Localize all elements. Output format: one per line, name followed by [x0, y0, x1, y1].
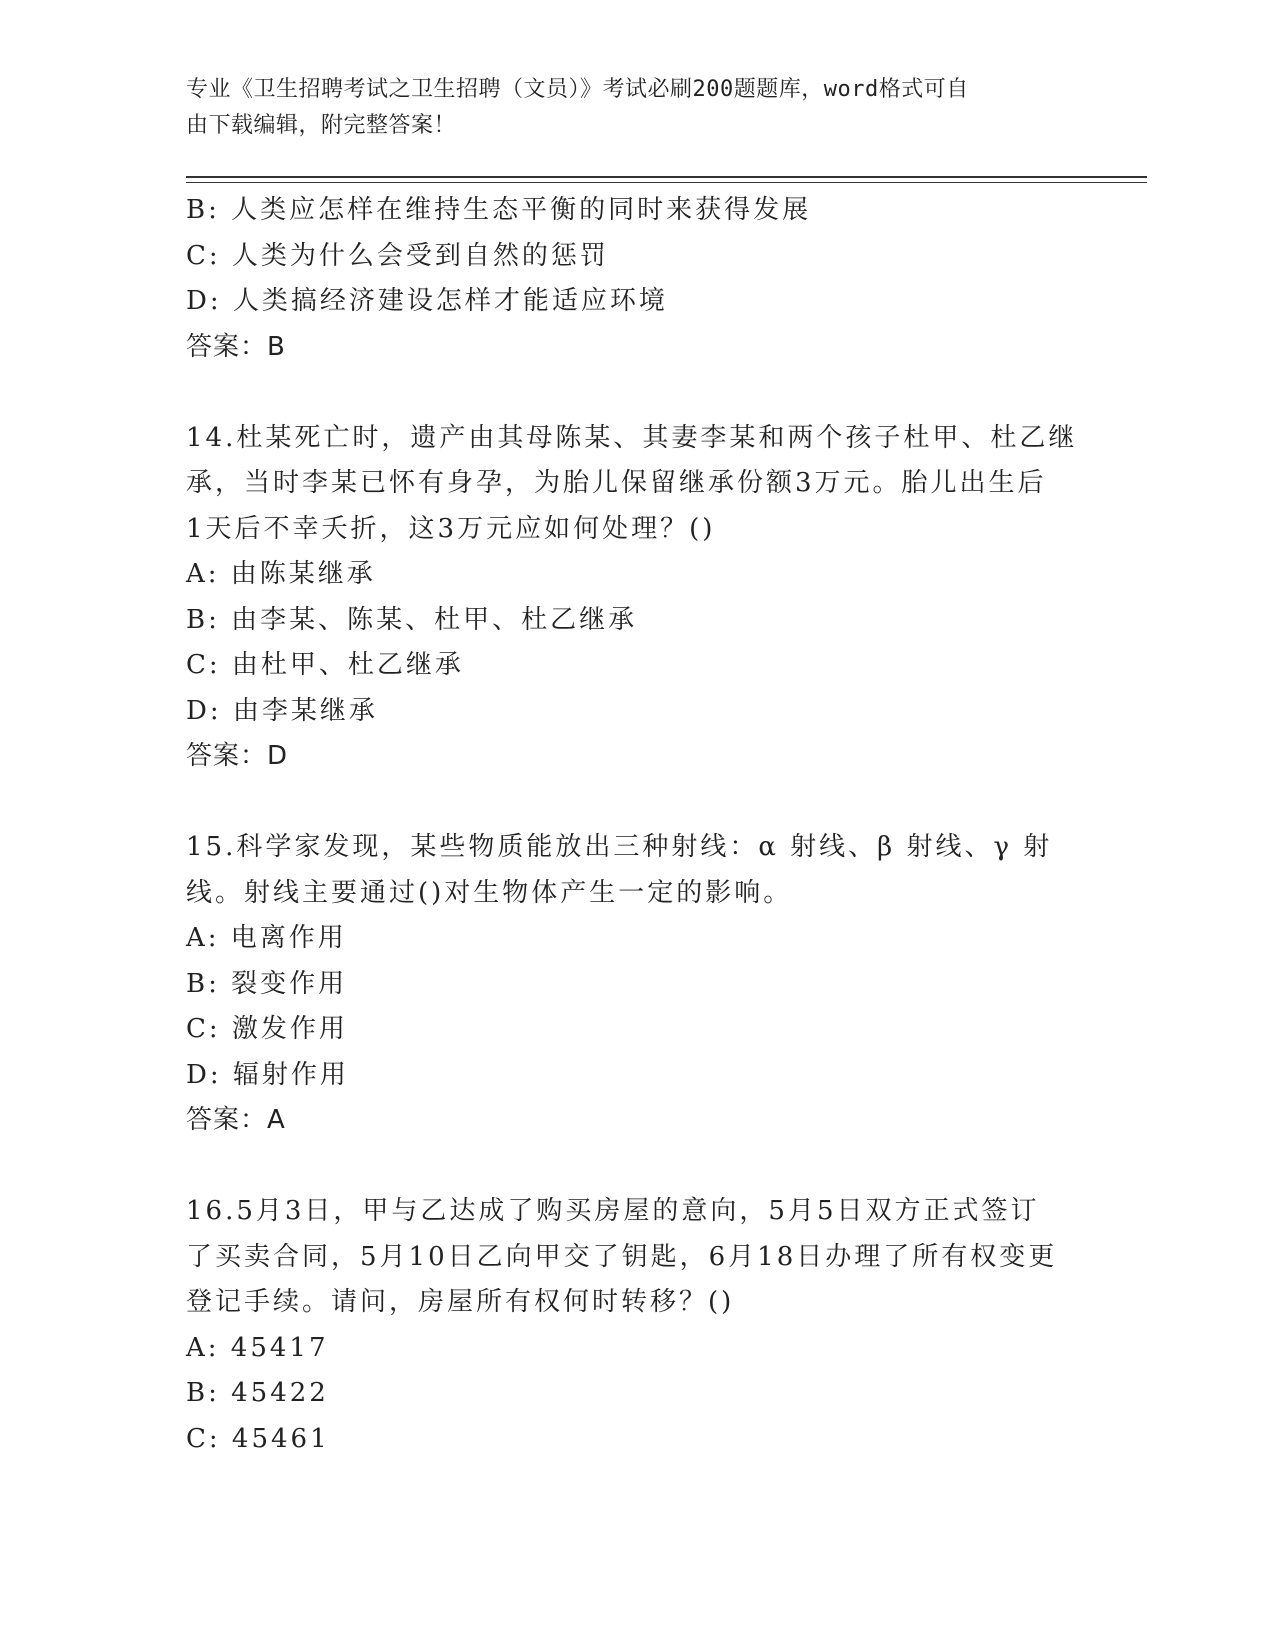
spacer	[186, 1144, 1086, 1190]
question-stem-line: 了买卖合同，5月10日乙向甲交了钥匙，6月18日办理了所有权变更	[186, 1241, 1058, 1272]
option-a: A: 由陈某继承	[186, 559, 376, 589]
spacer	[186, 370, 1086, 416]
answer: 答案：D	[186, 741, 289, 771]
question-16	[186, 1189, 1086, 1462]
option-a: A: 45417	[186, 1332, 329, 1363]
option-c: C: 由杜甲、杜乙继承	[186, 650, 464, 680]
spacer	[186, 780, 1086, 826]
option-d: D: 由李某继承	[186, 695, 378, 726]
question-stem-line: 1天后不幸夭折，这3万元应如何处理？()	[186, 513, 716, 544]
option-d: D: 人类搞经济建设怎样才能适应环境	[186, 286, 668, 316]
option-d: D: 辐射作用	[186, 1059, 349, 1090]
document-body	[186, 188, 1086, 1462]
question-stem-line: 登记手续。请问，房屋所有权何时转移？()	[186, 1287, 735, 1317]
option-c: C: 人类为什么会受到自然的惩罚	[186, 240, 609, 271]
question-13	[186, 188, 1086, 370]
option-c: C: 45461	[186, 1423, 330, 1454]
header-rule-thin	[186, 182, 1147, 183]
option-b: B: 45422	[186, 1378, 329, 1408]
question-stem-line: 16.5月3日，甲与乙达成了购买房屋的意向，5月5日双方正式签订	[186, 1196, 1040, 1226]
document-header	[186, 72, 1066, 144]
header-rule-thick	[186, 176, 1147, 178]
question-14	[186, 416, 1086, 780]
answer: 答案：A	[186, 1105, 286, 1135]
header-line-1: 专业《卫生招聘考试之卫生招聘（文员）》考试必刷200题题库，word格式可自	[186, 77, 969, 102]
option-c: C: 激发作用	[186, 1014, 348, 1044]
header-line-2: 由下载编辑，附完整答案！	[186, 113, 457, 138]
option-a: A: 电离作用	[186, 923, 347, 953]
option-b: B: 人类应怎样在维持生态平衡的同时来获得发展	[186, 195, 812, 225]
option-b: B: 裂变作用	[186, 968, 348, 999]
option-b: B: 由李某、陈某、杜甲、杜乙继承	[186, 604, 638, 635]
question-stem-line: 承，当时李某已怀有身孕，为胎儿保留继承份额3万元。胎儿出生后	[186, 468, 1047, 498]
question-stem-line: 14.杜某死亡时，遗产由其母陈某、其妻李某和两个孩子杜甲、杜乙继	[186, 422, 1078, 453]
answer: 答案：B	[186, 331, 286, 362]
question-stem-line: 15.科学家发现，某些物质能放出三种射线：α 射线、β 射线、γ 射	[186, 832, 1053, 862]
question-stem-line: 线。射线主要通过()对生物体产生一定的影响。	[186, 877, 793, 908]
question-15	[186, 825, 1086, 1144]
